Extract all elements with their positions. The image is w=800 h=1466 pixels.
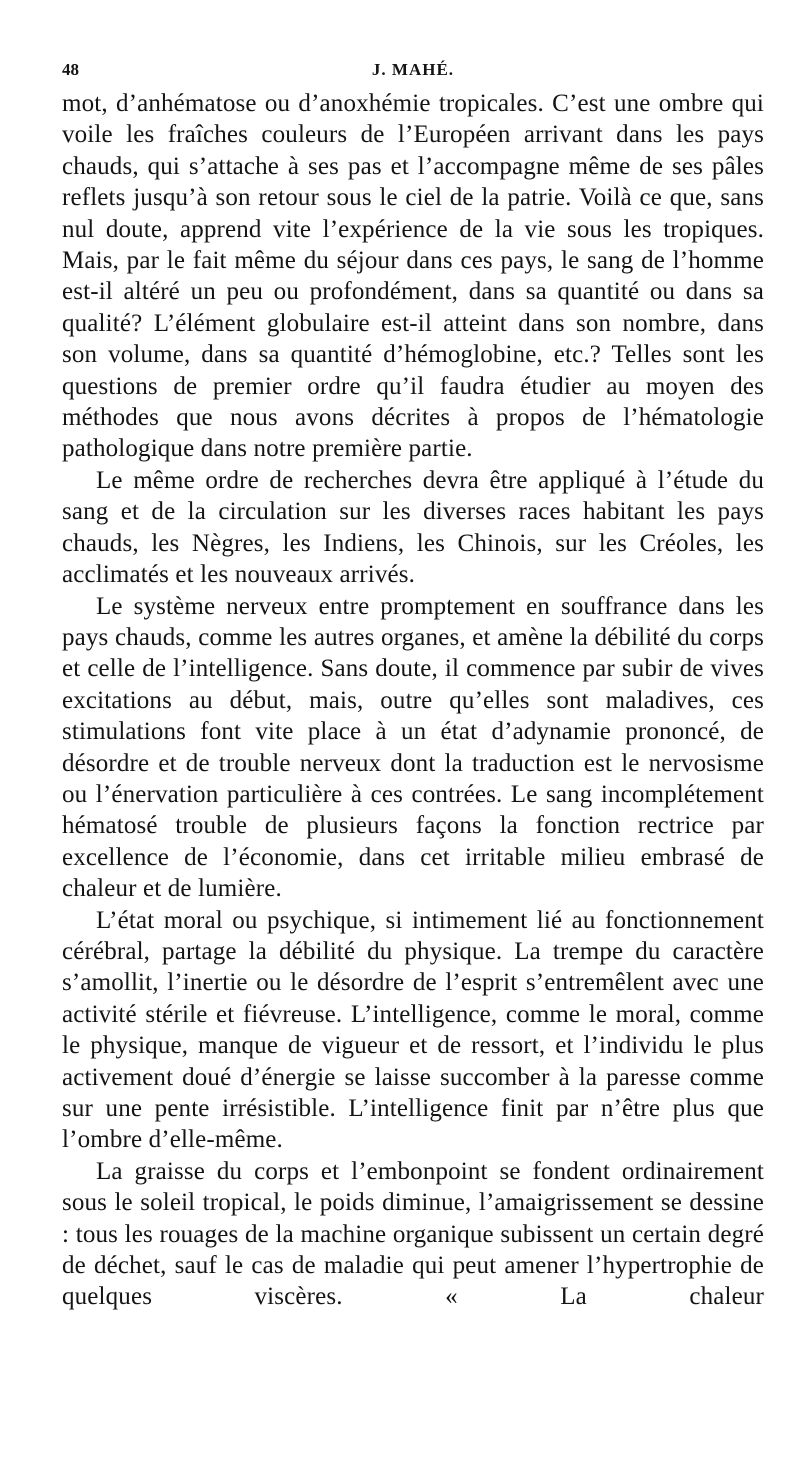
running-head: J. MAHÉ. <box>371 60 455 79</box>
paragraph: L’état moral ou psychique, si intimement lié au fonctionnement cérébral, partage la débilité du physique. La trempe du caractère s’amollit, l’inertie ou le désordre de l’esprit s’entremêlent avec une activité stérile et fiévreuse. L’intelligence, comme le moral, comme le physique, manque de vigueur et de ressort, et l’individu le plus activement doué d’énergie se laisse succomber à la paresse comme sur une pente irrésistible. L’intelligence finit par n’être plus que l’ombre d’elle-même. <box>62 906 764 1154</box>
page-number: 48 <box>62 60 79 79</box>
paragraph: Le même ordre de recherches devra être appliqué à l’étude du sang et de la circulation sur les diverses races habitant les pays chauds, les Nègres, les Indiens, les Chinois, sur les Créoles, les acclimatés et les nouveaux arrivés. <box>62 466 764 589</box>
paragraph-continued: mot, d’anhématose ou d’anoxhémie tropicales. C’est une ombre qui voile les fraîches couleurs de l’Européen arrivant dans les pays chauds, qui s’attache à ses pas et l’accompagne même de ses pâles reflets jusqu’à son retour sous le ciel de la patrie. Voilà ce que, sans nul doute, apprend vite l’expérience de la vie sous les tropiques. Mais, par le fait même du séjour dans ces pays, le sang de l’homme est-il altéré un peu ou profondément, dans sa quantité ou dans sa qualité? L’élément globulaire est-il atteint dans son nombre, dans son volume, dans sa quantité d’hémoglobine, etc.? Telles sont les questions de premier ordre qu’il faudra étudier au moyen des méthodes que nous avons décrites à propos de l’hématologie pathologique dans notre première partie. <box>62 90 764 463</box>
page-header <box>62 60 764 86</box>
body-text <box>62 88 764 1313</box>
paragraph: Le système nerveux entre promptement en souffrance dans les pays chauds, comme les autres organes, et amène la débilité du corps et celle de l’intelligence. Sans doute, il commence par subir de vives excitations au début, mais, outre qu’elles sont maladives, ces stimulations font vite place à un état d’adynamie prononcé, de désordre et de trouble nerveux dont la traduction est le nervosisme ou l’énervation particulière à ces contrées. Le sang incomplétement hématosé trouble de plusieurs façons la fonction rectrice par excellence de l’économie, dans cet irritable milieu embrasé de chaleur et de lumière. <box>62 592 764 903</box>
paragraph: La graisse du corps et l’embonpoint se fondent ordinairement sous le soleil tropical, le poids diminue, l’amaigrissement se dessine : tous les rouages de la machine organique subissent un certain degré de déchet, sauf le cas de maladie qui peut amener l’hypertrophie de quelques viscères. « La chaleur <box>62 1157 764 1311</box>
book-page <box>62 0 764 1466</box>
